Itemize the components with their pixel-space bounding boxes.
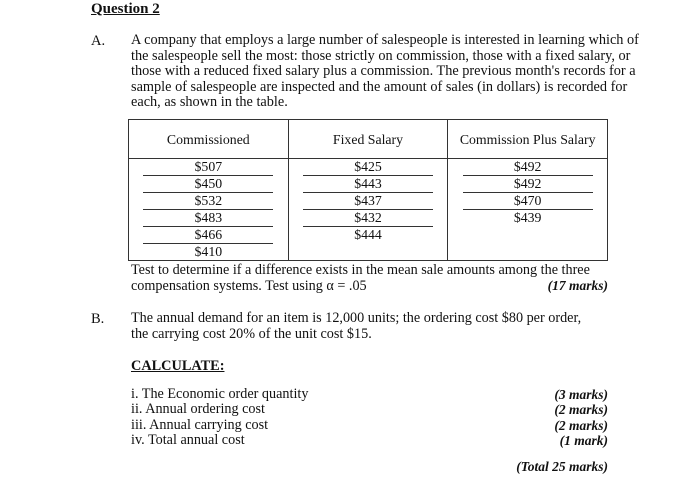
item-marks: (3 marks) (554, 387, 608, 402)
sales-table (128, 119, 608, 261)
item-marks: (1 mark) (559, 433, 608, 449)
part-b-line: the carrying cost 20% of the unit cost $15. (131, 325, 372, 342)
total-marks: (Total 25 marks) (516, 459, 608, 474)
part-b-label: B. (91, 311, 105, 327)
list-item: i. The Economic order quantity (131, 386, 309, 402)
item-marks: (2 marks) (554, 402, 608, 418)
part-b-paragraph (131, 311, 611, 342)
table-cell: $437 (303, 193, 433, 210)
table-cell: $483 (143, 210, 273, 227)
list-item: ii. Annual ordering cost (131, 401, 265, 418)
part-a-label: A. (91, 33, 106, 49)
table-cell: $444 (354, 227, 382, 242)
question-title: Question 2 (91, 1, 160, 17)
part-a-line: A company that employs a large number of salespeople is interested in learning which of (131, 32, 639, 48)
table-header-row (129, 120, 608, 159)
calculate-heading: CALCULATE: (131, 358, 225, 374)
table-cell: $439 (513, 210, 542, 225)
header-fixed-salary: Fixed Salary (288, 120, 448, 159)
test-line: Test to determine if a difference exists in the mean sale amounts among the three (131, 262, 590, 278)
table-cell: $492 (463, 176, 593, 193)
header-commission-plus-salary: Commission Plus Salary (448, 120, 608, 159)
table-cell: $507 (143, 159, 273, 176)
part-a-paragraph (131, 32, 639, 111)
table-cell: $443 (303, 176, 433, 193)
table-cell: $425 (303, 159, 433, 176)
table-cell: $492 (463, 159, 593, 176)
part-a-line: sample of salespeople are inspected and the amount of sales (in dollars) is recorded for (131, 78, 628, 95)
part-b-line: The annual demand for an item is 12,000 units; the ordering cost $80 per order, (131, 310, 582, 326)
part-a-marks: (17 marks) (547, 278, 608, 293)
part-a-line: those with a reduced fixed salary plus a commission. The previous month's records for a (131, 63, 636, 80)
table-values-row (129, 159, 608, 261)
part-a-line: the salespeople sell the most: those strictly on commission, those with a fixed salary, or (131, 47, 631, 64)
column-commission-plus-salary (448, 159, 608, 261)
calculation-marks (520, 387, 608, 449)
table-cell: $532 (143, 193, 273, 210)
table-cell: $470 (463, 193, 593, 210)
table-cell: $450 (143, 176, 273, 193)
column-fixed-salary (288, 159, 448, 261)
part-a-line: each, as shown in the table. (131, 94, 288, 111)
list-item: iv. Total annual cost (131, 432, 245, 449)
item-marks: (2 marks) (554, 417, 608, 433)
table-cell: $432 (303, 210, 433, 227)
calculation-list (131, 387, 308, 449)
table-cell: $466 (143, 227, 273, 244)
table-cell: $410 (194, 244, 223, 259)
column-commissioned (129, 159, 289, 261)
test-line: compensation systems. Test using α = .05 (131, 277, 367, 294)
header-commissioned: Commissioned (129, 120, 289, 159)
list-item: iii. Annual carrying cost (131, 416, 269, 433)
